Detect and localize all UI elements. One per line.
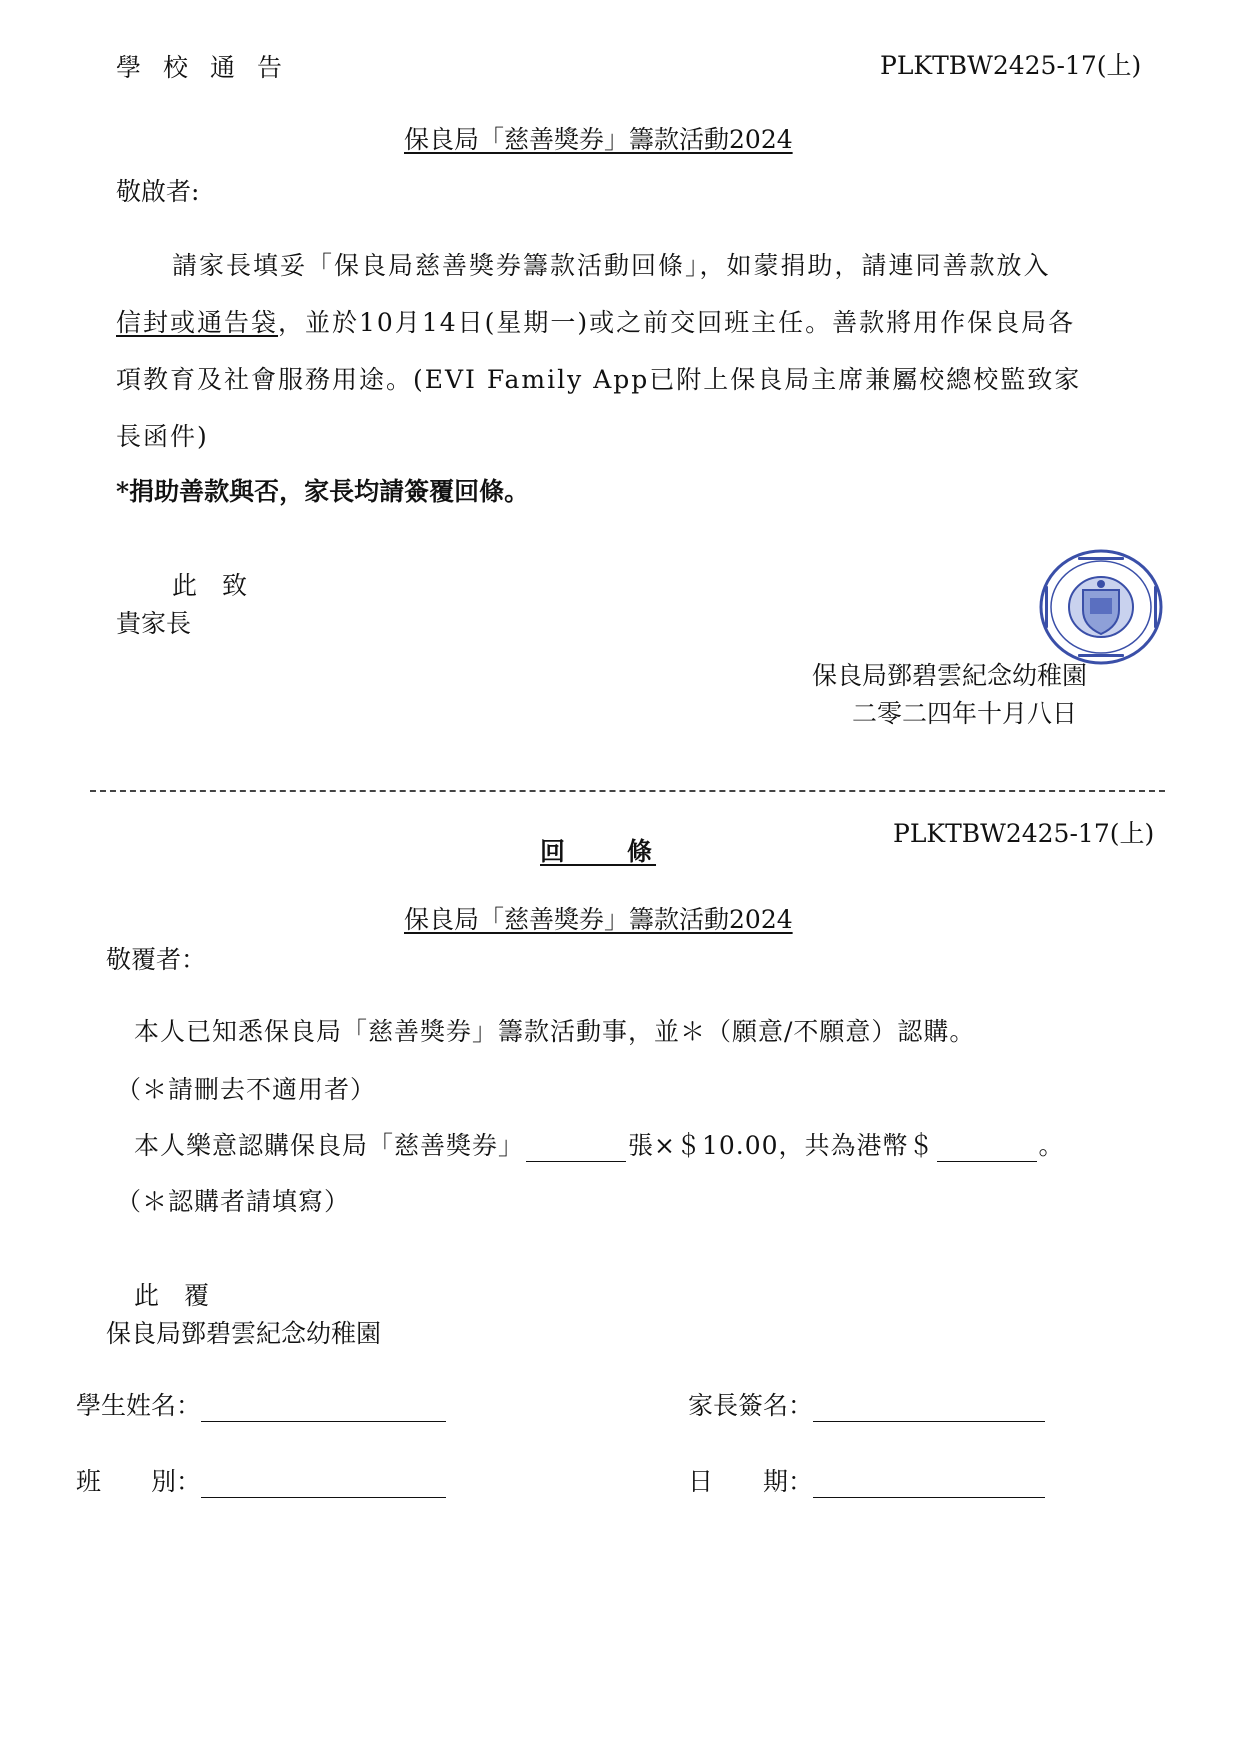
date-label: 日 期： <box>688 1467 814 1496</box>
reply-recipient: 保良局鄧碧雲紀念幼稚園 <box>106 1319 382 1348</box>
reply-line-2 <box>134 1130 1065 1162</box>
student-name-label: 學生姓名： <box>76 1391 202 1420</box>
reply-reference-code: PLKTBW2425-17(上) <box>893 819 1155 848</box>
sender-name: 保良局鄧碧雲紀念幼稚園 <box>812 661 1088 690</box>
body-line-2-rest: ，並於10月14日(星期一)或之前交回班主任。善款將用作保良局各 <box>278 308 1076 337</box>
reply-note-1: （＊請刪去不適用者） <box>116 1075 377 1104</box>
body-line-4: 長函件) <box>116 422 209 451</box>
reply-line-1: 本人已知悉保良局「慈善獎券」籌款活動事，並＊（願意/不願意）認購。 <box>134 1017 976 1046</box>
tear-off-divider <box>90 790 1165 792</box>
notice-title: 保良局「慈善獎券」籌款活動2024 <box>404 125 793 154</box>
notice-type-label: 學校通告 <box>116 53 305 82</box>
reply-line-2-mid: 張×＄10.00，共為港幣＄ <box>628 1131 935 1160</box>
body-line-2 <box>116 294 1136 351</box>
parent-signature-line[interactable] <box>813 1393 1045 1422</box>
reply-line-2-start: 本人樂意認購保良局「慈善獎券」 <box>134 1131 525 1160</box>
reply-heading: 回 條 <box>540 837 657 866</box>
parent-signature-field <box>688 1390 1045 1422</box>
underlined-instruction: 信封或通告袋 <box>116 308 279 337</box>
ticket-quantity-blank[interactable] <box>526 1135 626 1162</box>
parent-signature-label: 家長簽名： <box>688 1391 814 1420</box>
amount-blank[interactable] <box>937 1135 1037 1162</box>
greeting: 敬啟者: <box>116 177 200 206</box>
closing: 此 致 <box>172 571 248 600</box>
body-line-1: 請家長填妥「保良局慈善獎券籌款活動回條」，如蒙捐助，請連同善款放入 <box>172 251 1051 280</box>
date-field <box>688 1466 1045 1498</box>
reply-line-2-end: 。 <box>1038 1131 1065 1160</box>
reply-greeting: 敬覆者： <box>106 945 207 974</box>
notice-date: 二零二四年十月八日 <box>852 699 1078 728</box>
class-label: 班 別： <box>76 1467 202 1496</box>
reply-note-2: （＊認購者請填寫） <box>116 1187 351 1216</box>
emphasis-note: *捐助善款與否，家長均請簽覆回條。 <box>116 477 530 506</box>
reference-code: PLKTBW2425-17(上) <box>880 51 1142 80</box>
reply-title: 保良局「慈善獎券」籌款活動2024 <box>404 905 793 934</box>
reply-closing: 此 覆 <box>134 1281 210 1310</box>
body-line-3: 項教育及社會服務用途。(EVI Family App已附上保良局主席兼屬校總校監致家 <box>116 365 1082 394</box>
date-line[interactable] <box>813 1469 1045 1498</box>
student-name-line[interactable] <box>201 1393 446 1422</box>
school-seal-icon <box>1038 548 1164 666</box>
class-line[interactable] <box>201 1469 446 1498</box>
class-field <box>76 1466 446 1498</box>
student-name-field <box>76 1390 446 1422</box>
recipient: 貴家長 <box>116 609 192 638</box>
